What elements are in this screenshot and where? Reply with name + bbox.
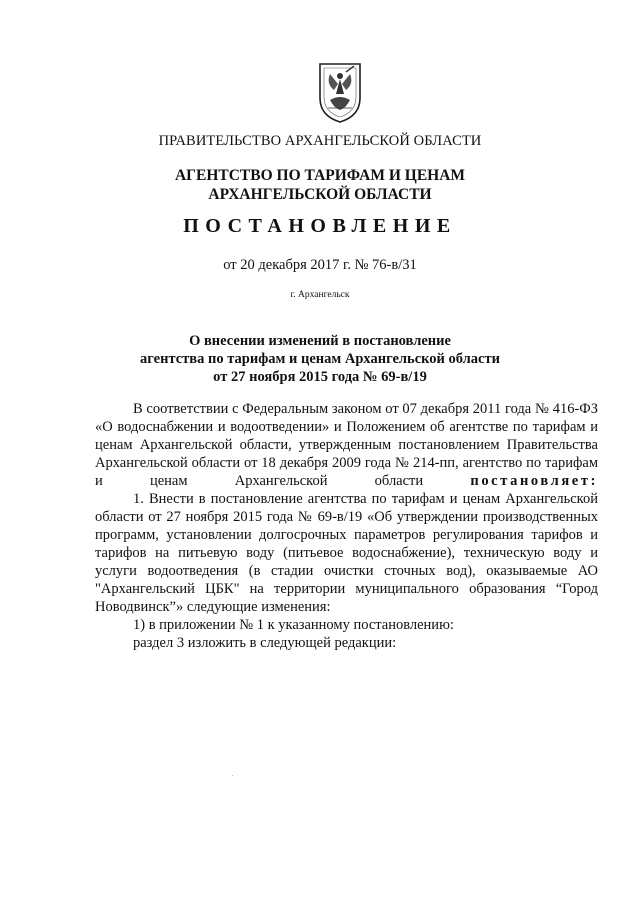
city: г. Архангельск [290,290,350,300]
title-line1: О внесении изменений в постановление [189,333,451,349]
document-type: ПОСТАНОВЛЕНИЕ [183,215,457,237]
subitem-2: раздел 3 изложить в следующей редакции: [133,635,397,651]
document-title [0,332,640,386]
scan-speck [232,775,233,776]
agency-name-line2: АРХАНГЕЛЬСКОЙ ОБЛАСТИ [208,186,432,203]
date-number: от 20 декабря 2017 г. № 76-в/31 [223,257,417,273]
title-line3: от 27 ноября 2015 года № 69-в/19 [213,369,427,385]
document-body [95,400,598,652]
item-1: 1. Внести в постановление агентства по тарифам и ценам Архангельской области от 27 ноября 2015 года № 69-в/19 «Об утверждении производственных программ, установлении долгосрочных параметров регулирования тарифов и тарифов на питьевую воду (питьевое водоснабжение), техническую воду и услуги водоотведения (в стадии очистки сточных вод), оказываемые АО "Архангельский ЦБК" на территории муниципального образования “Город Новодвинск”» следующие изменения: [95,491,598,615]
agency-name-line1: АГЕНТСТВО ПО ТАРИФАМ И ЦЕНАМ [174,167,466,184]
government-name: ПРАВИТЕЛЬСТВО АРХАНГЕЛЬСКОЙ ОБЛАСТИ [158,133,482,149]
title-line2: агентства по тарифам и ценам Архангельской области [140,351,500,367]
subitem-1: 1) в приложении № 1 к указанному постановлению: [133,617,454,633]
coat-of-arms-icon [316,60,364,124]
preamble-text: В соответствии с Федеральным законом от 07 декабря 2011 года № 416-ФЗ «О водоснабжении и водоотведении» и Положением об агентстве по тарифам и ценам Архангельской области, утвержденным постановлением Правительства Архангельской области от 18 декабря 2009 года № 214-пп, агентство по тарифам и ценам Архангельской области [95,401,598,489]
preamble-paragraph [95,400,598,490]
agency-name [0,166,640,204]
resolves-word: постановляет: [470,473,598,489]
